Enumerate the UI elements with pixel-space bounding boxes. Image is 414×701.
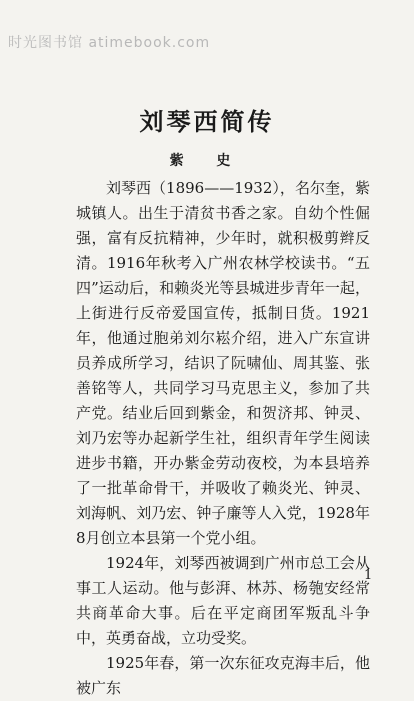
author-name: 紫 史: [169, 153, 245, 169]
body-text: [76, 176, 373, 701]
page-number: 1: [364, 568, 373, 583]
paragraph-3: 1925年春，第一次东征攻克海丰后，他被广东: [76, 654, 370, 697]
watermark: 时光图书馆 atimebook.com: [8, 35, 211, 51]
paragraph-2: 1924年，刘琴西被调到广州市总工会从事工人运动。他与彭湃、林苏、杨匏安经常共商革命大事。后在平定商团军叛乱斗争中，英勇奋战，立功受奖。: [76, 554, 370, 647]
page-title: 刘琴西简传: [139, 107, 275, 136]
paragraph-1: 刘琴西（1896——1932），名尔奎，紫城镇人。出生于清贫书香之家。自幼个性倔强，富有反抗精神，少年时，就积极剪辫反清。1916年秋考入广州农林学校读书。“五四”运动后，和赖炎光等县城进步青年一起，上街进行反帝爱国宣传，抵制日货。1921年，他通过胞弟刘尔崧介绍，进入广东宣讲员养成所学习，结识了阮啸仙、周其鉴、张善铭等人，共同学习马克思主义，参加了共产党。结业后回到紫金，和贺济邦、钟灵、刘乃宏等办起新学生社，组织青年学生阅读进步书籍，开办紫金劳动夜校，为本县培养了一批革命骨干，并吸收了赖炎光、钟灵、刘海帆、刘乃宏、钟子廉等人入党，1928年8月创立本县第一个党小组。: [76, 179, 370, 547]
